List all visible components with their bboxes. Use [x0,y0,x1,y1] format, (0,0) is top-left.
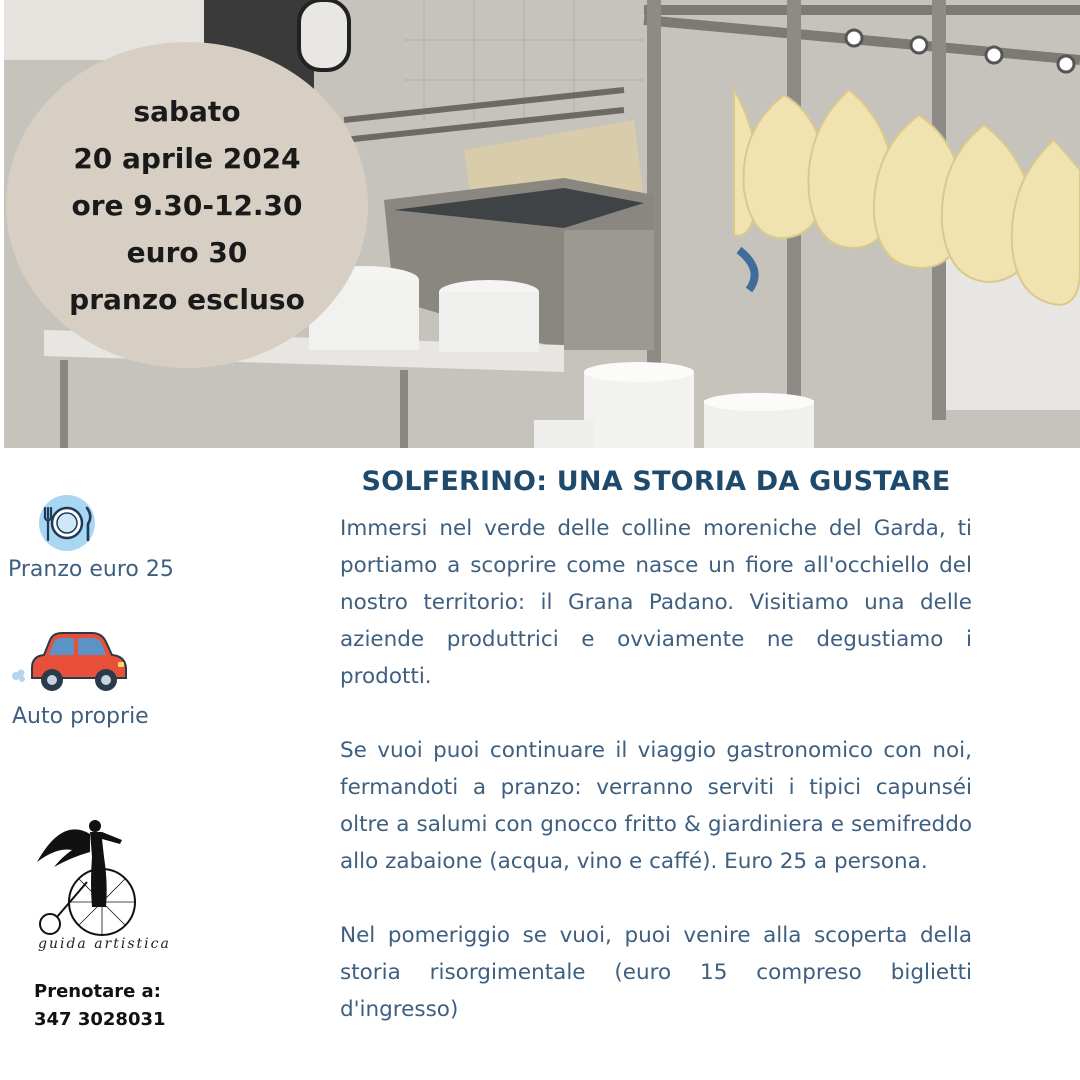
car-icon [10,628,130,694]
event-time: ore 9.30-12.30 [71,188,303,222]
description [340,510,972,1028]
event-date: 20 aprile 2024 [73,141,301,175]
event-day: sabato [133,94,241,128]
car-label: Auto proprie [12,704,149,729]
plate-cutlery-icon [38,494,96,552]
booking-info [34,978,166,1034]
description-paragraph-3: Nel pomeriggio se vuoi, puoi venire alla scoperta della storia risorgimentale (euro 15 compreso biglietti d'ingresso) [340,923,972,1022]
booking-phone: 347 3028031 [34,1009,166,1030]
event-price: euro 30 [126,235,248,269]
booking-label: Prenotare a: [34,981,161,1002]
logo-caption: guida artistica [38,936,171,952]
event-lunch-note: pranzo escluso [69,282,305,316]
page-title: SOLFERINO: UNA STORIA DA GUSTARE [361,466,951,497]
description-paragraph-1: Immersi nel verde delle colline moreniche del Garda, ti portiamo a scoprire come nasce un fiore all'occhiello del nostro territorio: il Grana Padano. Visitiamo una delle aziende produttrici e ovviamente ne degustiamo i prodotti. [340,516,972,689]
event-date-badge [6,42,368,368]
description-paragraph-2: Se vuoi puoi continuare il viaggio gastronomico con noi, fermandoti a pranzo: verranno serviti i tipici capunséi oltre a salumi con gnocco fritto & giardiniera e semifreddo allo zabaione (acqua, vino e caffé). Euro 25 a persona. [340,738,972,874]
guida-artistica-logo [32,812,172,942]
lunch-price-label: Pranzo euro 25 [8,557,174,582]
